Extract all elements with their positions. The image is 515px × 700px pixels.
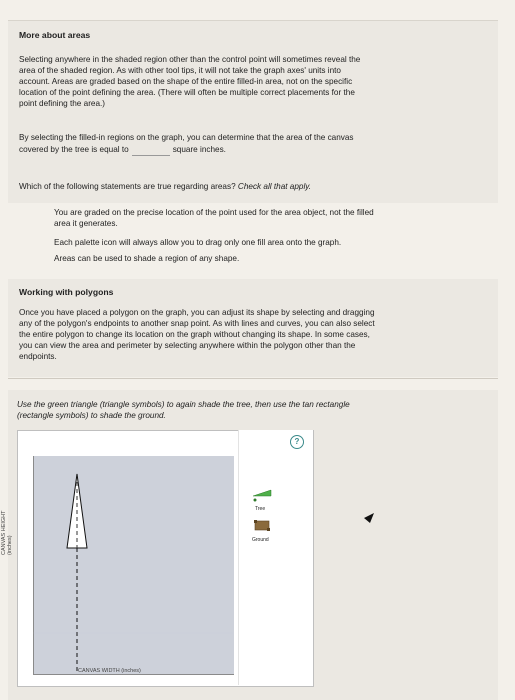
triangle-icon	[253, 490, 271, 496]
section-heading-polygons: Working with polygons	[19, 287, 114, 297]
para-line: account. Areas are graded based on the shape of the entire filled-in area, not on the specific	[19, 77, 353, 86]
cursor-arrow-icon	[364, 513, 374, 523]
ground-palette-label: Ground	[252, 537, 269, 543]
para-line: area of the shaded region. As with other tool tips, it will not take the graph axes' units into	[19, 66, 341, 75]
option-text: area it generates.	[54, 219, 118, 228]
para-line: the entire polygon to change its location on the graph without changing its shape. In some cases,	[19, 330, 370, 339]
area-question-line2	[19, 144, 226, 156]
ground-palette-icon[interactable]	[251, 515, 273, 535]
para-line: any of the polygon's endpoints to another snap point. As with lines and curves, you can also select	[19, 319, 375, 328]
areas-question-prompt	[19, 181, 311, 193]
tree-palette-label: Tree	[255, 506, 266, 512]
instruction-text: Check all that apply.	[237, 182, 312, 191]
info-panel	[8, 20, 498, 203]
divider	[8, 378, 498, 379]
area-answer-input[interactable]	[132, 145, 170, 156]
mouse-cursor-icon	[363, 511, 375, 525]
help-button[interactable]: ?	[290, 435, 304, 449]
section-heading-areas: More about areas	[19, 30, 91, 40]
task-line2: (rectangle symbols) to shade the ground.	[17, 411, 166, 420]
rectangle-icon	[255, 521, 269, 530]
prompt-text: Which of the following statements are true regarding areas?	[19, 182, 236, 191]
option-2[interactable]	[52, 236, 343, 249]
option-text: Each palette icon will always allow you to drag only one fill area onto the graph.	[54, 238, 342, 247]
handle-icon	[254, 520, 257, 523]
para-line: you can view the area and perimeter by selecting anywhere within the polygon other than the	[19, 341, 356, 350]
para-line: Selecting anywhere in the shaded region other than the control point will sometimes reveal the	[19, 55, 361, 64]
option-text: You are graded on the precise location of the point used for the area object, not the filled	[54, 208, 374, 217]
question-text: covered by the tree is equal to	[19, 145, 129, 154]
tree-drawing	[33, 456, 233, 674]
para-line: Once you have placed a polygon on the graph, you can adjust its shape by selecting and dragging	[19, 308, 375, 317]
tool-palette	[238, 430, 313, 685]
option-3[interactable]	[52, 252, 241, 265]
para-line: location of the point defining the area. (There will often be multiple correct placements for the	[19, 88, 355, 97]
y-axis-label: CANVAS HEIGHT (inches)	[1, 510, 13, 555]
control-point-icon	[254, 499, 257, 502]
x-axis-label: CANVAS WIDTH (inches)	[78, 668, 141, 674]
para-line: endpoints.	[19, 352, 57, 361]
tree-palette-icon[interactable]	[251, 484, 273, 504]
handle-icon	[267, 528, 270, 531]
para-line: point defining the area.)	[19, 99, 106, 108]
question-text: square inches.	[172, 145, 226, 154]
task-line1: Use the green triangle (triangle symbols) to again shade the tree, then use the tan rectangle	[17, 400, 350, 409]
option-text: Areas can be used to shade a region of any shape.	[54, 254, 240, 263]
area-question-line1: By selecting the filled-in regions on the graph, you can determine that the area of the canvas	[19, 133, 354, 142]
option-1[interactable]	[52, 206, 376, 230]
